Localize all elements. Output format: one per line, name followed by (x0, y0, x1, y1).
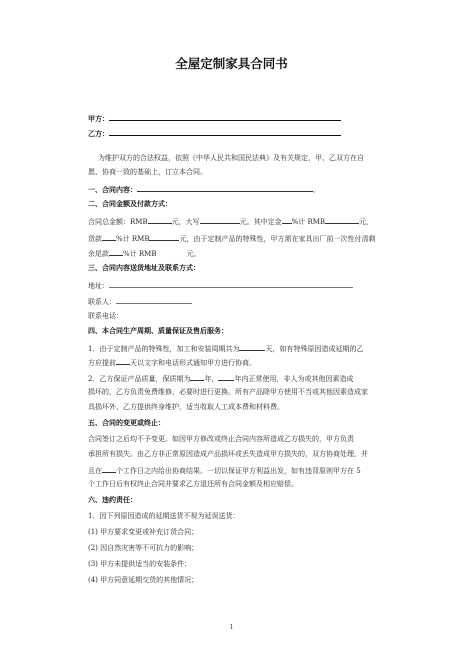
breach-item-3: (3) 甲方未提供适当的安装条件； (88, 560, 192, 568)
notice-text: 方应提前 (88, 359, 116, 367)
balance-label: 余尾款 (88, 250, 109, 258)
cycle-line-2 (88, 357, 408, 368)
breach-item-1: (1) 甲方要求变更或补充订货合同； (88, 528, 199, 536)
party-a-field[interactable] (109, 113, 341, 121)
balance-rmb-label: %计 RMB (123, 250, 157, 258)
cycle-text: 1．由于定制产品的特殊性，加工和安装周期共为 (88, 345, 240, 353)
party-b-field[interactable] (109, 128, 341, 136)
payment-percent-field[interactable] (102, 233, 116, 241)
notice-days-field[interactable] (116, 357, 130, 365)
payment-label: 货款 (88, 235, 102, 243)
uppercase-amount-field[interactable] (200, 216, 240, 224)
contact-row (88, 296, 408, 307)
section-4-title: 四、本合同生产周期、质量保证及售后服务： (88, 327, 228, 335)
section-1-title: 一、合同内容： (88, 186, 137, 194)
breach-item-2: (2) 因自然灾害等不可抗力的影响； (88, 544, 199, 552)
warranty-years-field-2[interactable] (218, 373, 234, 381)
address-row (88, 280, 408, 291)
warranty-year-unit: 年， (204, 375, 219, 383)
warranty-text-2: 年内正常使用，非人为或其他因素造成 (234, 375, 354, 383)
party-b-label: 乙方： (88, 130, 109, 138)
section-5-title: 五、合同的变更或终止： (88, 419, 165, 427)
amount-line-1 (88, 216, 408, 227)
total-amount-label: 合同总金额：RMB (88, 218, 148, 226)
deposit-amount-field[interactable] (325, 216, 359, 224)
party-a-row (88, 113, 408, 124)
section-1-row (88, 184, 408, 195)
party-b-row (88, 128, 408, 139)
change-line-3 (88, 465, 408, 476)
warranty-line-3: 具损坏外，乙方提供终身维护，适当收取人工成本费和材料费。 (88, 403, 284, 411)
change-text: 且在 (88, 467, 102, 475)
payment-rmb-label: %计 RMB (116, 235, 150, 243)
cycle-line-1 (88, 343, 408, 354)
deposit-percent-field[interactable] (282, 216, 292, 224)
deposit-label: 元。其中定金 (239, 218, 282, 226)
deposit-rmb-label: %计 RMB (291, 218, 326, 226)
cycle-days-field[interactable] (239, 343, 265, 351)
amount-line-2 (88, 233, 408, 244)
warranty-line-1 (88, 373, 408, 384)
document-title: 全屋定制家具合同书 (175, 56, 288, 71)
uppercase-label: 元，大写 (171, 218, 200, 226)
payment-note: 元，由于定制产品的特殊性，甲方需在家具出厂前一次性付清剩 (179, 235, 376, 243)
page-number: 1 (229, 624, 234, 631)
payment-amount-field[interactable] (149, 233, 179, 241)
section-1-end: 。 (313, 186, 320, 194)
balance-percent-field[interactable] (109, 248, 123, 256)
change-line-4: 个工作日后有权终止合同并要求乙方退还所有合同金额及相应赔偿。 (88, 480, 298, 488)
address-field[interactable] (109, 280, 353, 288)
warranty-line-2: 损坏的，乙方负责免费维修，必要时进行更换。所有产品除甲方使用不当或其他因素造成家 (88, 388, 368, 396)
notice-text-2: 天以文字和电话形式通知甲方进行协商。 (130, 359, 256, 367)
intro-line-1: 为维护双方的合法权益，依照《中华人民共和国民法典》及有关规定，甲、乙双方在自 (98, 154, 364, 162)
amount-line-1-end: 元， (359, 218, 374, 226)
warranty-text: 2．乙方保证产品质量，保质期为 (88, 375, 191, 383)
section-6-title: 六、违约责任： (88, 496, 137, 504)
amount-line-3-end: 元。 (186, 250, 201, 258)
section-3-title: 三、合同内容送货地址及联系方式： (88, 264, 200, 272)
breach-item-4: (4) 甲方同意延期交货的其他情况； (88, 576, 199, 584)
contract-content-field[interactable] (137, 184, 313, 192)
change-line-2: 承担所有损失。由乙方非正常原因造成产品损坏或丢失造成甲方损失的，双方协商处理，并 (88, 450, 368, 458)
phone-label: 联系电话： (88, 312, 123, 320)
section-2-title: 二、合同金额及付款方式： (88, 200, 172, 208)
total-amount-field[interactable] (148, 216, 172, 224)
change-text-2: 个工作日之内给出协商结果。一切以保证甲方利益出发，如有违背原则甲方在 5 (116, 467, 361, 475)
warranty-years-field[interactable] (190, 373, 204, 381)
intro-line-2: 愿、协商一致的基础上，订立本合同。 (88, 168, 207, 176)
change-line-1: 合同签订之后均不予变更。如因甲方修改或终止合同内容所造成乙方损失的，甲方负责 (88, 435, 354, 443)
amount-line-3 (88, 248, 408, 259)
address-label: 地址： (88, 282, 109, 290)
workdays-field[interactable] (102, 465, 116, 473)
contact-label: 联系人： (88, 298, 116, 306)
contact-field[interactable] (116, 296, 192, 304)
cycle-text-2: 天，如有特殊原因造成延期的乙 (265, 345, 364, 353)
breach-line-1: 1．因下列原因造成的延期送货不视为延误送货： (88, 512, 240, 520)
party-a-label: 甲方： (88, 115, 109, 123)
